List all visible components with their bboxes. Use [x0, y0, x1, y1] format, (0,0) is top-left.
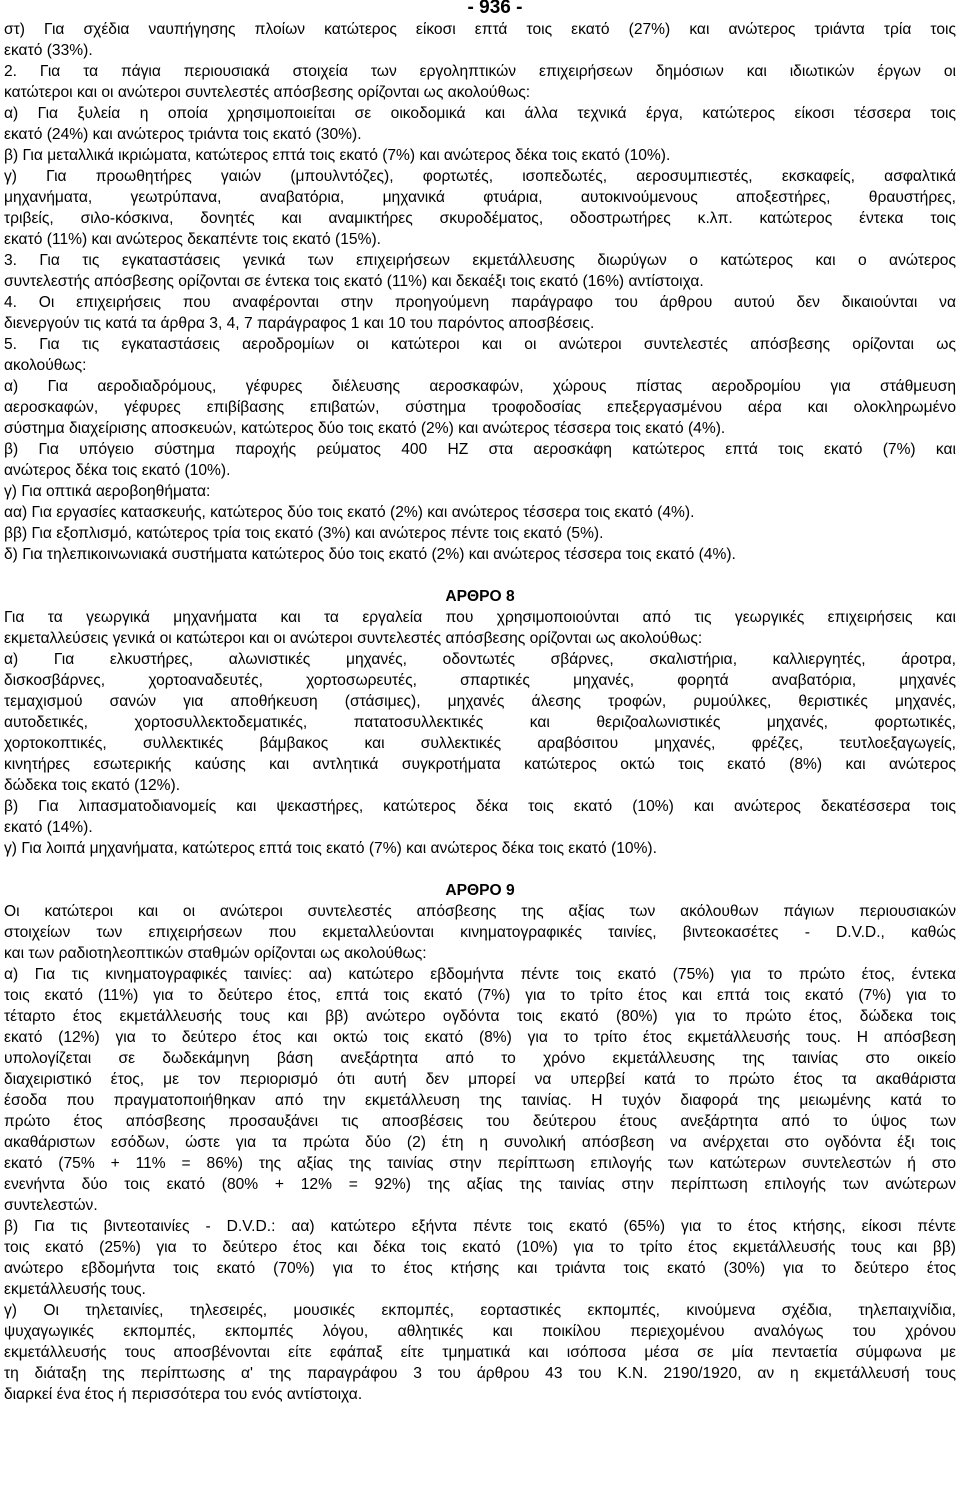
text-line: συντελεστής απόσβεσης ορίζονται σε έντεκα τοις εκατό (11%) και δεκαέξι τοις εκατό (16%) αντίστοιχα.	[4, 273, 704, 290]
article9-heading: ΑΡΘΡΟ 9	[445, 882, 515, 899]
text-line: διενεργούν τις κατά τα άρθρα 3, 4, 7 παράγραφος 1 και 10 του παρόντος αποσβέσεις.	[4, 315, 595, 332]
text-line: στ) Για σχέδια ναυπήγησης πλοίων κατώτερος είκοσι επτά τοις εκατό (27%) και ανώτερος τριάντα τρία τοις	[4, 21, 956, 38]
text-line: α) Για αεροδιαδρόμους, γέφυρες διέλευσης αεροσκαφών, χώρους πίστας αεροδρομίου για στάθμευση	[4, 378, 956, 395]
text-line: α) Για ελκυστήρες, αλωνιστικές μηχανές, οδοντωτές σβάρνες, σκαλιστήρια, καλλιεργητές, άροτρα,	[4, 651, 956, 668]
text-line: γ) Για οπτικά αεροβοηθήματα:	[4, 483, 211, 500]
text-line: εκατό (33%).	[4, 42, 93, 59]
text-line: αα) Για εργασίες κατασκευής, κατώτερος δύο τοις εκατό (2%) και ανώτερος τέσσερα τοις εκατό (4%).	[4, 504, 695, 521]
article7-continuation	[4, 19, 956, 565]
text-line: εκατό (75% + 11% = 86%) της αξίας της ταινίας στην περίπτωση επιλογής των κατώτερων συντελεστών ή στο	[4, 1155, 956, 1172]
text-line: β) Για τις βιντεοταινίες - D.V.D.: αα) κατώτερο εξήντα πέντε τοις εκατό (65%) για το έτος κτήσης, είκοσι πέντε	[4, 1218, 956, 1235]
text-line: τεμαχισμού σανών για αποθήκευση (στάσιμες), μηχανές άλεσης τροφών, ρυμούλκες, θεριστικές μηχανές,	[4, 693, 956, 710]
text-line: διαχειριστικό έτος, με τον περιορισμό ότι αυτή δεν μπορεί να υπερβεί κατά το πρώτο έτος τα ακαθάριστα	[4, 1071, 956, 1088]
text-line: τοις εκατό (11%) για το δεύτερο έτος, επτά τοις εκατό (7%) για το τρίτο έτος και επτά τοις εκατό (7%) για το	[4, 987, 956, 1004]
text-line: στοιχείων των επιχειρήσεων που εκμεταλλεύονται κινηματογραφικές ταινίες, βιντεοκασέτες - D.V.D., καθώς	[4, 924, 956, 941]
text-line: τέταρτο έτος εκμετάλλευσής τους και ββ) ανώτερο ογδόντα τοις εκατό (80%) για το πρώτο έτος, δώδεκα τοις	[4, 1008, 956, 1025]
text-line: ββ) Για εξοπλισμό, κατώτερος τρία τοις εκατό (3%) και ανώτερος πέντε τοις εκατό (5%).	[4, 525, 604, 542]
text-line: εκατό (14%).	[4, 819, 93, 836]
text-line: ακολούθως:	[4, 357, 87, 374]
text-line: γ) Για λοιπά μηχανήματα, κατώτερος επτά τοις εκατό (7%) και ανώτερος δέκα τοις εκατό (10%).	[4, 840, 657, 857]
text-line: εκμετάλλευσής τους αποσβένονται είτε εφάπαξ είτε τμηματικά και ισόποσα μέσα σε μία πενταετία σύμφωνα με	[4, 1344, 956, 1361]
text-line: γ) Οι τηλεταινίες, τηλεσειρές, μουσικές εκπομπές, εορταστικές εκπομπές, κινούμενα σχέδια, τηλεπαιχνίδια,	[4, 1302, 956, 1319]
text-line: κατώτεροι και οι ανώτεροι συντελεστές απόσβεσης ορίζονται ως ακολούθως:	[4, 84, 531, 101]
text-line: ψυχαγωγικές εκπομπές, εκπομπές λόγου, αθλητικές και ποικίλου περιεχομένου αναλόγως του χρόνου	[4, 1323, 956, 1340]
text-line: εκατό (12%) για το δεύτερο έτος και οκτώ τοις εκατό (8%) για το τρίτο έτος εκμετάλλευσής τους. Η απόσβεση	[4, 1029, 956, 1046]
text-line: β) Για μεταλλικά ικριώματα, κατώτερος επτά τοις εκατό (7%) και ανώτερος δέκα τοις εκατό (10%).	[4, 147, 671, 164]
text-line: α) Για ξυλεία η οποία χρησιμοποιείται σε οικοδομικά και άλλα τεχνικά έργα, κατώτερος είκοσι τέσσερα τοις	[4, 105, 956, 122]
text-line: εκατό (24%) και ανώτερος τριάντα τοις εκατό (30%).	[4, 126, 362, 143]
text-line: δ) Για τηλεπικοινωνιακά συστήματα κατώτερος δύο τοις εκατό (2%) και ανώτερος τέσσερα τοις εκατό (4%).	[4, 546, 736, 563]
text-line: αεροσκαφών, γέφυρες επιβίβασης επιβατών, σύστημα τροφοδοσίας επεξεργασμένου αέρα και ολοκληρωμένο	[4, 399, 956, 416]
text-line: 2. Για τα πάγια περιουσιακά στοιχεία των εργοληπτικών επιχειρήσεων δημόσιων και ιδιωτικών έργων οι	[4, 63, 956, 80]
text-line: εκατό (11%) και ανώτερος δεκαπέντε τοις εκατό (15%).	[4, 231, 381, 248]
text-line: β) Για λιπασματοδιανομείς και ψεκαστήρες, κατώτερος δέκα τοις εκατό (10%) και ανώτερος δεκατέσσερα τοις	[4, 798, 956, 815]
article8-body	[4, 607, 956, 859]
text-line: Για τα γεωργικά μηχανήματα και τα εργαλεία που χρησιμοποιούνται από τις γεωργικές επιχειρήσεις και	[4, 609, 956, 626]
text-line: 4. Οι επιχειρήσεις που αναφέρονται στην προηγούμενη παράγραφο του άρθρου αυτού δεν δικαιούνται να	[4, 294, 956, 311]
text-line: έσοδα που πραγματοποιήθηκαν από την εκμετάλλευση της ταινίας. Η τυχόν διαφορά της μειωμένης κατά το	[4, 1092, 956, 1109]
text-line: χορτοκοπτικές, συλλεκτικές βάμβακος και συλλεκτικές αραβόσιτου μηχανές, φρέζες, τευτλοεξαγωγείς,	[4, 735, 956, 752]
text-line: σύστημα διαχείρισης αποσκευών, κατώτερος δύο τοις εκατό (2%) και ανώτερος τέσσερα τοις εκατό (4%).	[4, 420, 726, 437]
text-line: μηχανήματα, γεωτρύπανα, αναβατόρια, μηχανικά φτυάρια, αυτοκινούμενους αποξεστήρες, θραυστήρες,	[4, 189, 956, 206]
text-line: γ) Για προωθητήρες γαιών (μπουλντόζες), φορτωτές, ισοπεδωτές, αεροσυμπιεστές, εκσκαφείς, ασφαλτικά	[4, 168, 956, 185]
text-line: ενενήντα δύο τοις εκατό (80% + 12% = 92%) της αξίας της ταινίας στην περίπτωση επιλογής των ανώτερων	[4, 1176, 956, 1193]
text-line: τοις εκατό (25%) για το δεύτερο έτος και δέκα τοις εκατό (10%) για το τρίτο έτος εκμετάλλευσής τους και ββ)	[4, 1239, 956, 1256]
text-line: αυτοδετικές, χορτοσυλλεκτοδεματικές, πατατοσυλλεκτικές και θεριζοαλωνιστικές μηχανές, φορτωτικές,	[4, 714, 956, 731]
page-number: - 936 -	[467, 0, 523, 18]
text-line: δώδεκα τοις εκατό (12%).	[4, 777, 181, 794]
text-line: τριβείς, σιλο-κόσκινα, δονητές και αναμικτήρες σκυροδέματος, οδοστρωτήρες κ.λπ. κατώτερος έντεκα τοις	[4, 210, 956, 227]
text-line: συντελεστών.	[4, 1197, 98, 1214]
text-line: εκμετάλλευσής τους.	[4, 1281, 146, 1298]
text-line: ανώτερος δέκα τοις εκατό (10%).	[4, 462, 231, 479]
text-line: ακαθάριστων εσόδων, ώστε για τα πρώτα δύο (2) έτη η συνολική απόσβεση να ανέρχεται στο ογδόντα έξι τοις	[4, 1134, 956, 1151]
text-line: τη διάταξη της περίπτωσης α' της παραγράφου 3 του άρθρου 43 του Κ.Ν. 2190/1920, αν η εκμετάλλευσή τους	[4, 1365, 956, 1382]
text-line: υπολογίζεται σε δωδεκάμηνη βάση ανεξάρτητα από το χρόνο εκμετάλλευσης της ταινίας στο οικείο	[4, 1050, 956, 1067]
text-line: διαρκεί ένα έτος ή περισσότερα του ενός αντίστοιχα.	[4, 1386, 363, 1403]
text-line: δισκοσβάρνες, χορτοαναδευτές, χορτοσωρευτές, σπαρτικές μηχανές, φορητά αναβατόρια, μηχανές	[4, 672, 956, 689]
text-line: πρώτο έτος απόσβεσης προσαυξάνει τις αποσβέσεις του δεύτερου έτους ανεξάρτητα από το ύψος των	[4, 1113, 956, 1130]
article9-body	[4, 901, 956, 1405]
text-line: Οι κατώτεροι και οι ανώτεροι συντελεστές απόσβεσης της αξίας των ακόλουθων πάγιων περιουσιακών	[4, 903, 956, 920]
text-line: 5. Για τις εγκαταστάσεις αεροδρομίων οι κατώτεροι και οι ανώτεροι συντελεστές απόσβεσης ορίζονται ως	[4, 336, 956, 353]
text-line: κινητήρες εσωτερικής καύσης και αντλητικά συγκροτήματα κατώτερος οκτώ τοις εκατό (8%) και ανώτερος	[4, 756, 956, 773]
text-line: εκμεταλλεύσεις γενικά οι κατώτεροι και οι ανώτεροι συντελεστές απόσβεσης ορίζονται ως ακολούθως:	[4, 630, 703, 647]
text-line: β) Για υπόγειο σύστημα παροχής ρεύματος 400 HZ στα αεροσκάφη κατώτερος επτά τοις εκατό (7%) και	[4, 441, 956, 458]
text-line: 3. Για τις εγκαταστάσεις γενικά των επιχειρήσεων εκμετάλλευσης διωρύγων ο κατώτερος και ο ανώτερος	[4, 252, 956, 269]
text-line: και των ραδιοτηλεοπτικών σταθμών ορίζονται ως ακολούθως:	[4, 945, 427, 962]
text-line: ανώτερο εβδομήντα τοις εκατό (70%) για το έτος κτήσης και τριάντα τοις εκατό (30%) για το δεύτερο έτος	[4, 1260, 956, 1277]
article8-heading: ΑΡΘΡΟ 8	[445, 588, 515, 605]
text-line: α) Για τις κινηματογραφικές ταινίες: αα) κατώτερο εβδομήντα πέντε τοις εκατό (75%) για το πρώτο έτος, έντεκα	[4, 966, 956, 983]
